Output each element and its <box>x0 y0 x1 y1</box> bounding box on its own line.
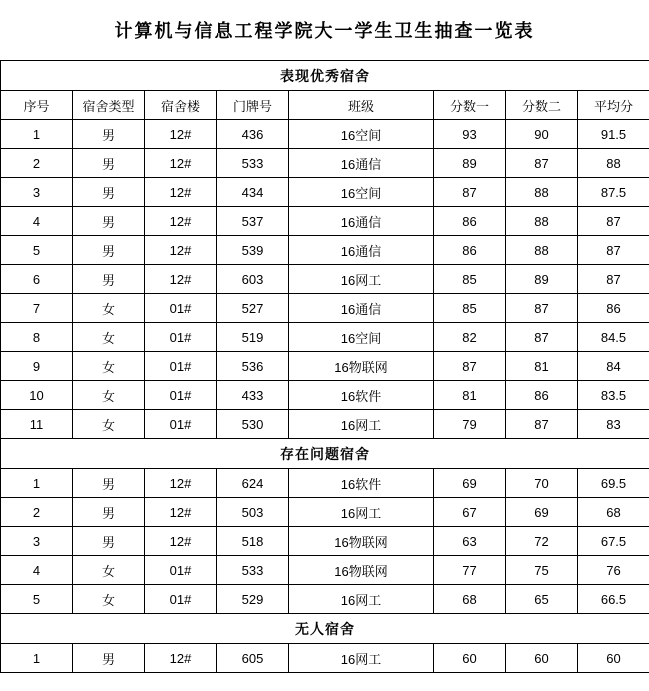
cell-room-number: 603 <box>217 265 289 294</box>
table-row <box>1 381 649 410</box>
cell-average: 88 <box>578 149 649 178</box>
table-row <box>1 294 649 323</box>
cell-room-number: 533 <box>217 149 289 178</box>
cell-building: 12# <box>145 120 217 149</box>
cell-dorm-type: 男 <box>73 207 145 236</box>
inspection-table <box>0 60 649 673</box>
cell-building: 12# <box>145 207 217 236</box>
cell-class: 16网工 <box>289 410 434 439</box>
cell-class: 16通信 <box>289 149 434 178</box>
cell-average: 60 <box>578 644 649 673</box>
cell-score-one: 87 <box>434 178 506 207</box>
cell-score-two: 88 <box>506 207 578 236</box>
cell-building: 12# <box>145 469 217 498</box>
cell-index: 1 <box>1 120 73 149</box>
cell-average: 87 <box>578 207 649 236</box>
sheet-title: 计算机与信息工程学院大一学生卫生抽查一览表 <box>114 21 535 42</box>
cell-average: 87.5 <box>578 178 649 207</box>
cell-class: 16软件 <box>289 381 434 410</box>
cell-building: 12# <box>145 265 217 294</box>
cell-room-number: 527 <box>217 294 289 323</box>
cell-average: 84.5 <box>578 323 649 352</box>
cell-score-one: 86 <box>434 207 506 236</box>
cell-class: 16空间 <box>289 323 434 352</box>
table-row <box>1 410 649 439</box>
table-row <box>1 265 649 294</box>
cell-dorm-type: 女 <box>73 585 145 614</box>
cell-score-two: 87 <box>506 294 578 323</box>
cell-index: 5 <box>1 236 73 265</box>
cell-index: 9 <box>1 352 73 381</box>
cell-score-two: 87 <box>506 410 578 439</box>
cell-dorm-type: 男 <box>73 265 145 294</box>
column-header-building: 宿舍楼 <box>145 91 217 120</box>
column-header-score-two: 分数二 <box>506 91 578 120</box>
cell-index: 3 <box>1 178 73 207</box>
cell-score-one: 82 <box>434 323 506 352</box>
section-header-row <box>1 61 649 91</box>
column-header-dorm-type: 宿舍类型 <box>73 91 145 120</box>
cell-class: 16通信 <box>289 236 434 265</box>
cell-score-two: 70 <box>506 469 578 498</box>
cell-building: 01# <box>145 352 217 381</box>
cell-building: 01# <box>145 323 217 352</box>
cell-score-two: 88 <box>506 236 578 265</box>
cell-average: 68 <box>578 498 649 527</box>
cell-dorm-type: 女 <box>73 352 145 381</box>
column-header-score-one: 分数一 <box>434 91 506 120</box>
section-title: 存在问题宿舍 <box>1 439 649 469</box>
cell-dorm-type: 男 <box>73 236 145 265</box>
cell-class: 16物联网 <box>289 527 434 556</box>
cell-index: 6 <box>1 265 73 294</box>
cell-average: 83 <box>578 410 649 439</box>
cell-building: 12# <box>145 644 217 673</box>
table-row <box>1 207 649 236</box>
cell-score-two: 60 <box>506 644 578 673</box>
cell-index: 1 <box>1 644 73 673</box>
cell-dorm-type: 男 <box>73 120 145 149</box>
cell-dorm-type: 男 <box>73 178 145 207</box>
cell-score-one: 85 <box>434 294 506 323</box>
cell-average: 84 <box>578 352 649 381</box>
cell-index: 5 <box>1 585 73 614</box>
cell-class: 16网工 <box>289 585 434 614</box>
cell-score-two: 75 <box>506 556 578 585</box>
table-row <box>1 323 649 352</box>
cell-score-one: 89 <box>434 149 506 178</box>
cell-room-number: 529 <box>217 585 289 614</box>
cell-class: 16物联网 <box>289 556 434 585</box>
cell-building: 12# <box>145 149 217 178</box>
cell-class: 16空间 <box>289 178 434 207</box>
cell-index: 2 <box>1 498 73 527</box>
cell-average: 66.5 <box>578 585 649 614</box>
column-header-row <box>1 91 649 120</box>
cell-dorm-type: 男 <box>73 644 145 673</box>
cell-class: 16通信 <box>289 207 434 236</box>
cell-score-one: 67 <box>434 498 506 527</box>
table-row <box>1 469 649 498</box>
cell-index: 10 <box>1 381 73 410</box>
cell-average: 76 <box>578 556 649 585</box>
cell-dorm-type: 男 <box>73 498 145 527</box>
cell-dorm-type: 男 <box>73 469 145 498</box>
cell-score-two: 86 <box>506 381 578 410</box>
cell-room-number: 503 <box>217 498 289 527</box>
table-row <box>1 120 649 149</box>
cell-building: 12# <box>145 236 217 265</box>
cell-score-one: 81 <box>434 381 506 410</box>
table-row <box>1 498 649 527</box>
cell-average: 67.5 <box>578 527 649 556</box>
cell-index: 11 <box>1 410 73 439</box>
section-header-row <box>1 439 649 469</box>
cell-dorm-type: 女 <box>73 323 145 352</box>
cell-score-one: 77 <box>434 556 506 585</box>
section-header-row <box>1 614 649 644</box>
cell-score-two: 89 <box>506 265 578 294</box>
cell-score-two: 90 <box>506 120 578 149</box>
table-row <box>1 644 649 673</box>
section-title: 无人宿舍 <box>1 614 649 644</box>
cell-score-one: 69 <box>434 469 506 498</box>
cell-average: 91.5 <box>578 120 649 149</box>
cell-average: 87 <box>578 236 649 265</box>
cell-class: 16空间 <box>289 120 434 149</box>
cell-score-one: 93 <box>434 120 506 149</box>
cell-score-one: 63 <box>434 527 506 556</box>
cell-score-one: 79 <box>434 410 506 439</box>
cell-score-two: 88 <box>506 178 578 207</box>
table-row <box>1 527 649 556</box>
column-header-index: 序号 <box>1 91 73 120</box>
cell-room-number: 434 <box>217 178 289 207</box>
cell-building: 12# <box>145 527 217 556</box>
cell-class: 16网工 <box>289 644 434 673</box>
cell-score-two: 87 <box>506 323 578 352</box>
section-title: 表现优秀宿舍 <box>1 61 649 91</box>
table-row <box>1 556 649 585</box>
cell-building: 01# <box>145 294 217 323</box>
cell-score-one: 85 <box>434 265 506 294</box>
cell-score-two: 72 <box>506 527 578 556</box>
cell-room-number: 433 <box>217 381 289 410</box>
table-row <box>1 178 649 207</box>
cell-room-number: 533 <box>217 556 289 585</box>
cell-room-number: 624 <box>217 469 289 498</box>
column-header-average: 平均分 <box>578 91 649 120</box>
cell-average: 83.5 <box>578 381 649 410</box>
column-header-class: 班级 <box>289 91 434 120</box>
cell-index: 1 <box>1 469 73 498</box>
cell-score-two: 69 <box>506 498 578 527</box>
cell-building: 12# <box>145 498 217 527</box>
cell-room-number: 519 <box>217 323 289 352</box>
cell-room-number: 436 <box>217 120 289 149</box>
cell-score-one: 86 <box>434 236 506 265</box>
cell-dorm-type: 男 <box>73 527 145 556</box>
cell-index: 3 <box>1 527 73 556</box>
cell-dorm-type: 女 <box>73 381 145 410</box>
cell-score-one: 68 <box>434 585 506 614</box>
cell-building: 01# <box>145 556 217 585</box>
cell-index: 7 <box>1 294 73 323</box>
cell-score-two: 81 <box>506 352 578 381</box>
cell-building: 01# <box>145 381 217 410</box>
cell-class: 16网工 <box>289 265 434 294</box>
cell-average: 87 <box>578 265 649 294</box>
cell-dorm-type: 男 <box>73 149 145 178</box>
cell-dorm-type: 女 <box>73 556 145 585</box>
cell-average: 86 <box>578 294 649 323</box>
column-header-room-number: 门牌号 <box>217 91 289 120</box>
cell-score-two: 87 <box>506 149 578 178</box>
cell-average: 69.5 <box>578 469 649 498</box>
cell-score-two: 65 <box>506 585 578 614</box>
cell-room-number: 537 <box>217 207 289 236</box>
table-row <box>1 585 649 614</box>
cell-index: 8 <box>1 323 73 352</box>
cell-index: 2 <box>1 149 73 178</box>
cell-index: 4 <box>1 207 73 236</box>
cell-building: 01# <box>145 410 217 439</box>
cell-dorm-type: 女 <box>73 294 145 323</box>
cell-score-one: 60 <box>434 644 506 673</box>
table-row <box>1 149 649 178</box>
cell-room-number: 536 <box>217 352 289 381</box>
cell-room-number: 530 <box>217 410 289 439</box>
cell-score-one: 87 <box>434 352 506 381</box>
cell-building: 12# <box>145 178 217 207</box>
cell-class: 16物联网 <box>289 352 434 381</box>
cell-class: 16软件 <box>289 469 434 498</box>
cell-building: 01# <box>145 585 217 614</box>
cell-room-number: 518 <box>217 527 289 556</box>
cell-class: 16网工 <box>289 498 434 527</box>
cell-index: 4 <box>1 556 73 585</box>
cell-dorm-type: 女 <box>73 410 145 439</box>
cell-room-number: 539 <box>217 236 289 265</box>
cell-room-number: 605 <box>217 644 289 673</box>
cell-class: 16通信 <box>289 294 434 323</box>
table-row <box>1 352 649 381</box>
table-row <box>1 236 649 265</box>
